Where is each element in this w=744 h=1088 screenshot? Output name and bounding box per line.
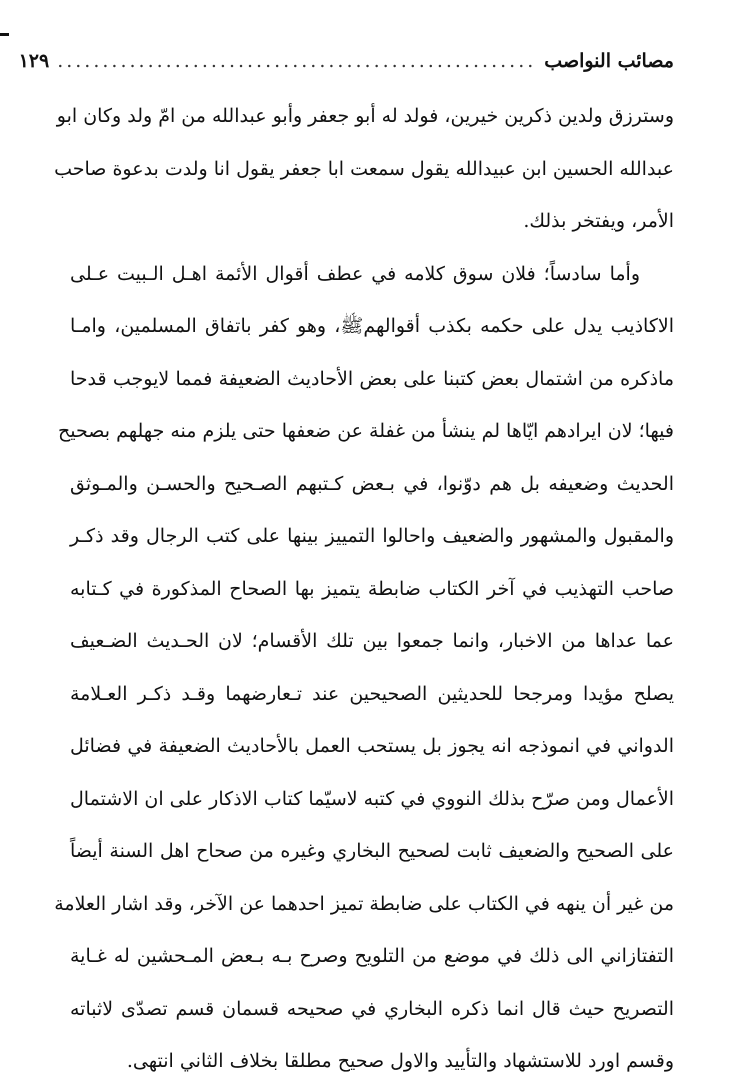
text-line: الحديث وضعيفه بل هم دوّنوا، في بـعض كـتبهم الصـحيح والحسـن والمـوثق bbox=[70, 472, 674, 495]
text-line: التصريح حيث قال انما ذكره البخاري في صحيحه قسمان قسم تصدّى لاثباته bbox=[70, 997, 674, 1020]
text-line: وأما سادساً؛ فلان سوق كلامه في عطف أقوال الأئمة اهـل الـبيت عـلى bbox=[70, 262, 640, 285]
body-text bbox=[54, 90, 674, 1088]
text-line: وقسم اورد للاستشهاد والتأييد والاول صحيح مطلقا بخلاف الثاني انتهى. bbox=[126, 1050, 674, 1072]
text-line: الدواني في انموذجه انه يجوز بل يستحب العمل بالأحاديث الضعيفة في فضائل bbox=[70, 735, 674, 757]
text-line: على الصحيح والضعيف ثابت لصحيح البخاري وغيره من صحاح اهل السنة أيضاً bbox=[70, 840, 674, 862]
text-line: عما عداها من الاخبار، وانما جمعوا بين تلك الأقسام؛ لان الحـديث الضـعيف bbox=[70, 630, 674, 652]
text-line: الأمر، ويفتخر بذلك. bbox=[523, 210, 674, 232]
text-line: من غير أن ينهه في الكتاب على ضابطة تميز احدهما عن الآخر، وقد اشار العلامة bbox=[54, 892, 674, 915]
text-line: فيها؛ لان ايرادهم ايّاها لم ينشأ من غفلة عن ضعفها حتى يلزم منه جهلهم بصحيح bbox=[58, 420, 674, 442]
text-line: صاحب التهذيب في آخر الكتاب ضابطة يتميز بها الصحاح المذكورة في كـتابه bbox=[70, 577, 674, 600]
text-line: وسترزق ولدين ذكرين خيرين، فولد له أبو جعفر وأبو عبدالله من امّ ولد وكان ابو bbox=[56, 105, 674, 127]
text-line: الأعمال ومن صرّح بذلك النووي في كتبه لاسيّما كتاب الاذكار على ان الاشتمال bbox=[70, 787, 674, 810]
text-line: يصلح مؤيدا ومرجحا للحديثين الصحيحين عند تـعارضهما وقـد ذكـر العـلامة bbox=[70, 682, 674, 705]
page-number: ١٢٩ bbox=[18, 50, 50, 72]
leader-dots: ..................................................... bbox=[57, 50, 537, 72]
text-line: التفتازاني الى ذلك في موضع من التلويح وصرح بـه بـعض المـحشين له غـاية bbox=[70, 945, 674, 967]
scan-edge-mark bbox=[0, 33, 9, 36]
text-line: عبدالله الحسين ابن عبيدالله يقول سمعت ابا جعفر يقول انا ولدت بدعوة صاحب bbox=[54, 157, 674, 180]
running-head bbox=[18, 50, 674, 90]
book-page bbox=[18, 50, 674, 1088]
text-line: ماذكره من اشتمال بعض كتبنا على بعض الأحاديث الضعيفة فمما لايوجب قدحا bbox=[70, 367, 674, 390]
text-line: والمقبول والمشهور والضعيف واحالوا التمييز بينها على كتب الرجال وقد ذكـر bbox=[70, 525, 674, 547]
text-line: الاكاذيب يدل على حكمه بكذب أقوالهمﷺ، وهو كفر باتفاق المسلمين، وامـا bbox=[70, 315, 674, 337]
book-title: مصائب النواصب bbox=[544, 50, 674, 72]
